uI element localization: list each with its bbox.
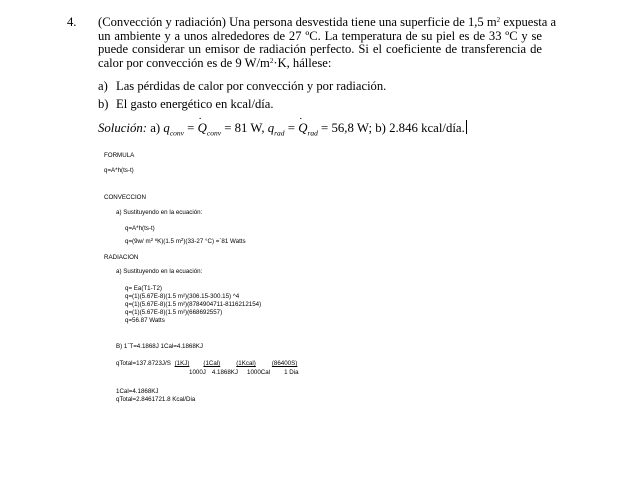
statement-line-1: (Convección y radiación) Una persona desvestida tiene una superficie de 1,5 $m^2$ expuesta a (98, 15, 557, 29)
solution-line: Solución: a) $q_{conv}$ = · $Q_{conv} = 81$ W, $q_{rad}$ = · $Q_{rad} = 56,8$ W; b) 2.846 kcal/día. (98, 120, 467, 140)
formula-text: q=A*h(ts-t) (104, 167, 134, 174)
problem-number: 4. (67, 15, 77, 29)
question-b-label: b) (98, 97, 109, 111)
unit-equivalences: B) 1´T=4.1868J 1Cal=4.1868KJ (116, 343, 204, 350)
convection-title: CONVECCION (104, 194, 146, 201)
conversion-denominators: 1000J 4.1868KJ 1000Cal 1 Dia (189, 369, 299, 376)
question-a-label: a) (98, 79, 108, 93)
question-b-text: El gasto energético en kcal/día. (116, 97, 274, 111)
qtotal-conversion: qTotal=137.8723J/S (1KJ) (1Cal) (1Kcal) (86400S) (116, 360, 298, 367)
calorie-equivalence: 1Cal=4.1868KJ (116, 388, 159, 395)
statement-line-2: un ambiente y a unos alrededores de 27 ºC. La temperatura de su piel es de 33 ºC y se (98, 28, 542, 43)
radiation-line: q= Ea(T1-T2) (125, 285, 162, 292)
statement-line-4: calor por convección es de 9 $W/m^2\cdot K$, hállese: (98, 55, 332, 70)
convection-substitution: q=(9w/ $m^2$ ºK)(1.5 $m^2)(33-27$ °C) =´81 Watts (125, 237, 246, 245)
radiation-line: q=56.87 Watts (125, 317, 165, 324)
radiation-line: q=(1)(5.67E-8)(1.5 m²)(8784904711-8116212154) (125, 301, 262, 308)
text-cursor (466, 120, 467, 134)
convection-step: a) Sustituyendo en la ecuación: (116, 209, 203, 216)
statement-line-3: puede considerar un emisor de radiación perfecto. Si el coeficiente de transferencia de (98, 42, 542, 57)
radiation-line: q=(1)(5.67E-8)(1.5 m²)(668692557) (125, 309, 223, 316)
question-a-text: Las pérdidas de calor por convección y por radiación. (116, 79, 387, 93)
radiation-line: q=(1)(5.67E-8)(1.5 m²)(306.15-300.15) ^4 (125, 293, 240, 300)
formula-title: FORMULA (104, 152, 135, 159)
convection-equation: q=A*h(ts-t) (125, 225, 155, 232)
qtotal-final: qTotal=2.8461721.8 Kcal/Dia (116, 396, 196, 403)
solution-label: Solución: (98, 121, 148, 135)
radiation-step: a) Sustituyendo en la ecuación: (116, 268, 203, 275)
radiation-title: RADIACION (104, 254, 139, 261)
problem-statement (98, 15, 557, 70)
